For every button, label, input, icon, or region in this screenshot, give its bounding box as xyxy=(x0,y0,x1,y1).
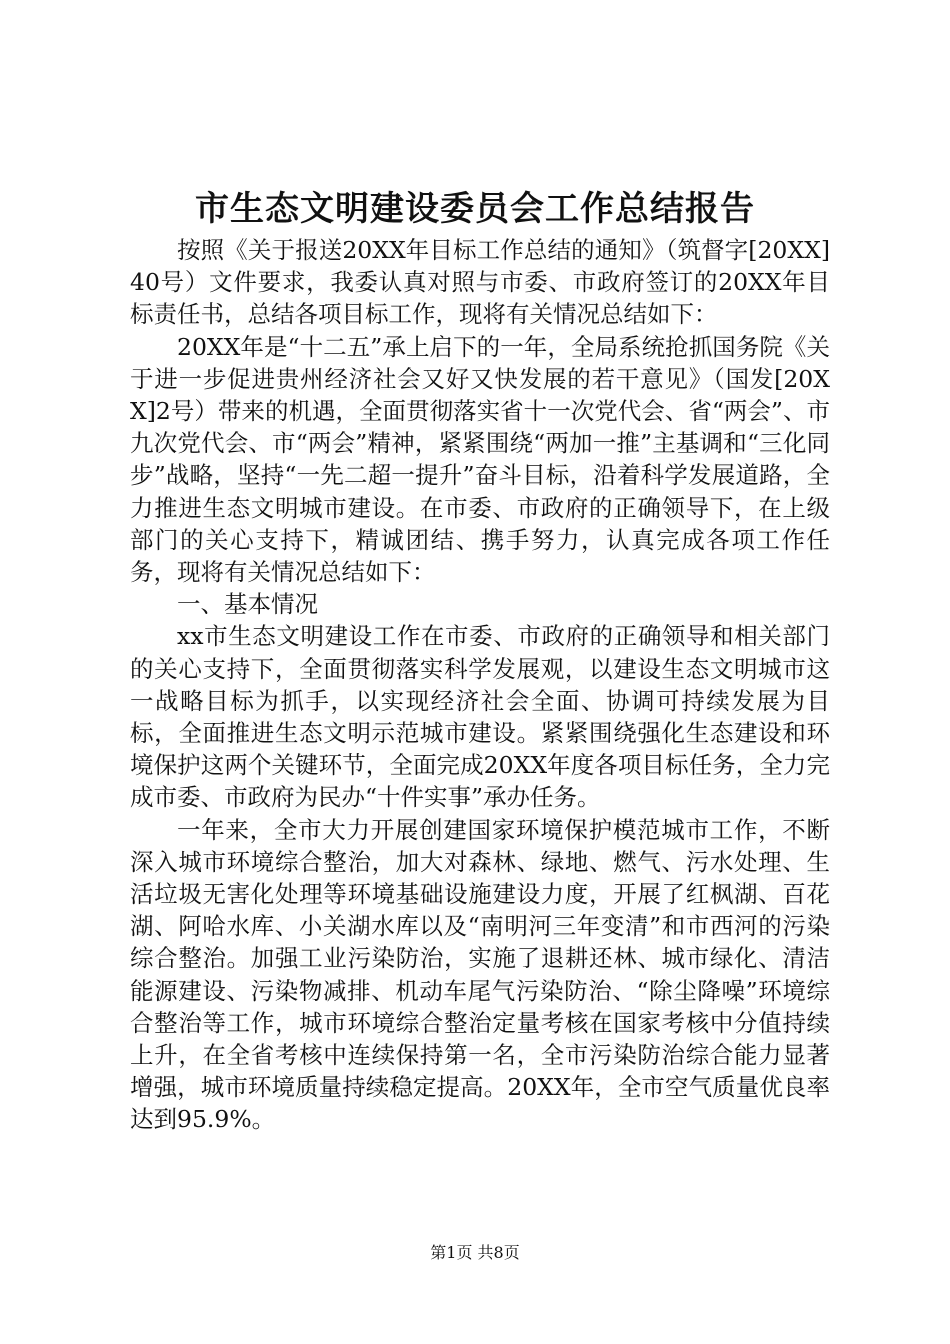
paragraph-year-review: 一年来，全市大力开展创建国家环境保护模范城市工作，不断深入城市环境综合整治，加大对森林、绿地、燃气、污水处理、生活垃圾无害化处理等环境基础设施建设力度，开展了红枫湖、百花湖、阿哈水库、小关湖水库以及“南明河三年变清”和市西河的污染综合整治。加强工业污染防治，实施了退耕还林、城市绿化、清洁能源建设、污染物减排、机动车尾气污染防治、“除尘降噪”环境综合整治等工作，城市环境综合整治定量考核在国家考核中分值持续上升，在全省考核中连续保持第一名，全市污染防治综合能力显著增强，城市环境质量持续稳定提高。20XX年，全市空气质量优良率达到95.9%。 xyxy=(130,815,830,1134)
document-body xyxy=(130,234,830,1136)
section-heading-basic-situation: 一、基本情况 xyxy=(177,590,318,619)
paragraph-intro: 按照《关于报送20XX年目标工作总结的通知》（筑督字[20XX]40号）文件要求，我委认真对照与市委、市政府签订的20XX年目标责任书，总结各项目标工作，现将有关情况总结如下： xyxy=(130,236,830,329)
document-title: 市生态文明建设委员会工作总结报告 xyxy=(195,189,755,229)
paragraph-overview: 20XX年是“十二五”承上启下的一年，全局系统抢抓国务院《关于进一步促进贵州经济社会又好又快发展的若干意见》（国发[20XX]2号）带来的机遇，全面贯彻落实省十一次党代会、省“两会”、市九次党代会、市“两会”精神，紧紧围绕“两加一推”主基调和“三化同步”战略，坚持“一先二超一提升”奋斗目标，沿着科学发展道路，全力推进生态文明城市建设。在市委、市政府的正确领导下，在上级部门的关心支持下，精诚团结、携手努力，认真完成各项工作任务，现将有关情况总结如下： xyxy=(130,332,830,587)
paragraph-basic-situation: xx市生态文明建设工作在市委、市政府的正确领导和相关部门的关心支持下，全面贯彻落实科学发展观，以建设生态文明城市这一战略目标为抓手，以实现经济社会全面、协调可持续发展为目标，全面推进生态文明示范城市建设。紧紧围绕强化生态建设和环境保护这两个关键环节，全面完成20XX年度各项目标任务，全力完成市委、市政府为民办“十件实事”承办任务。 xyxy=(130,622,830,812)
page-footer: 第1页 共8页 xyxy=(430,1243,520,1262)
